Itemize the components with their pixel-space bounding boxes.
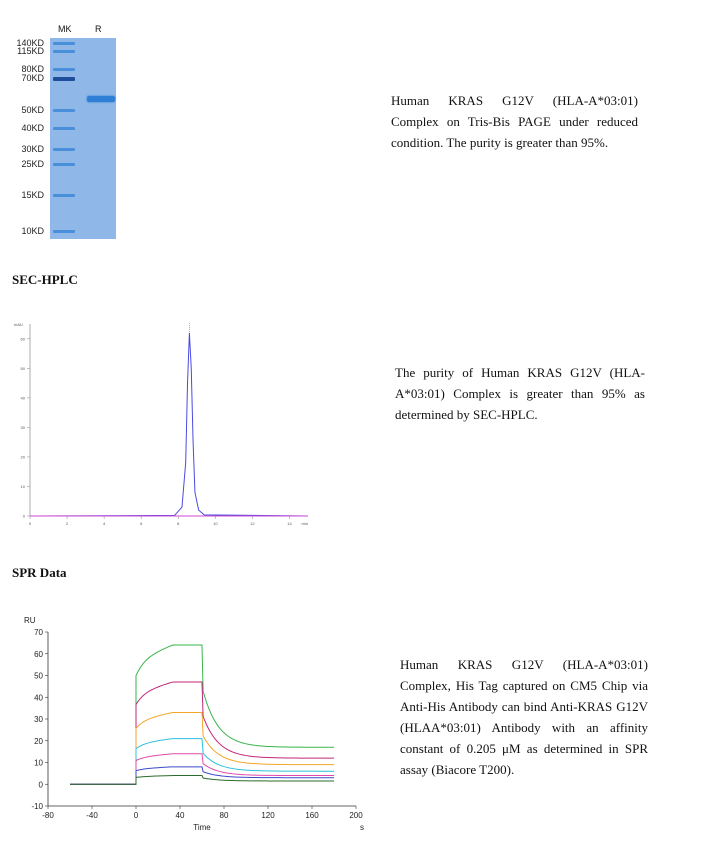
y-tick-label: 0 bbox=[22, 513, 25, 519]
x-tick-label: -80 bbox=[42, 811, 54, 820]
sec-caption: The purity of Human KRAS G12V (HLA-A*03:01) Complex is greater than 95% as determined by SEC-HPLC. bbox=[395, 365, 645, 422]
y-tick-label: 40 bbox=[20, 395, 25, 401]
spr-chart bbox=[14, 610, 374, 842]
lane-label-r: R bbox=[95, 24, 102, 34]
x-tick-label: 14 bbox=[287, 521, 292, 526]
marker-label: 25KD bbox=[21, 159, 44, 169]
x-axis-label: Time bbox=[193, 823, 211, 832]
y-tick-label: 10 bbox=[20, 483, 25, 489]
x-tick-label: 10 bbox=[213, 521, 218, 526]
marker-label: 15KD bbox=[21, 190, 44, 200]
y-tick-label: 30 bbox=[20, 424, 25, 430]
marker-label: 115KD bbox=[17, 46, 44, 56]
x-tick-label: 120 bbox=[261, 811, 275, 820]
marker-band bbox=[53, 163, 75, 166]
marker-label: 70KD bbox=[21, 73, 44, 83]
marker-label: 30KD bbox=[21, 144, 44, 154]
x-tick-label: 8 bbox=[177, 521, 180, 526]
marker-band bbox=[53, 194, 75, 197]
marker-band bbox=[53, 109, 75, 112]
marker-band bbox=[53, 77, 75, 81]
y-tick-label: 20 bbox=[20, 454, 25, 460]
lane-label-mk: MK bbox=[58, 24, 72, 34]
series-c7 bbox=[70, 776, 334, 785]
x-tick-label: 12 bbox=[250, 521, 255, 526]
marker-label: 50KD bbox=[21, 105, 44, 115]
y-tick-label: 0 bbox=[38, 780, 43, 790]
marker-band bbox=[53, 148, 75, 151]
x-tick-label: 4 bbox=[103, 521, 106, 526]
marker-label: 140KD bbox=[16, 38, 44, 48]
gel-figure bbox=[8, 24, 120, 242]
sec-hplc-title: SEC-HPLC bbox=[12, 272, 78, 287]
x-tick-label: 160 bbox=[305, 811, 319, 820]
x-tick-label: 0 bbox=[133, 811, 139, 820]
x-tick-label: 80 bbox=[219, 811, 229, 820]
marker-band bbox=[53, 42, 75, 45]
y-tick-label: -10 bbox=[31, 802, 43, 811]
x-tick-label: 2 bbox=[65, 521, 69, 526]
spr-title: SPR Data bbox=[12, 565, 67, 580]
marker-band bbox=[53, 68, 75, 71]
series-c3 bbox=[70, 712, 334, 784]
x-tick-label: 0 bbox=[28, 521, 32, 526]
product-band bbox=[87, 96, 115, 102]
y-tick-label: 30 bbox=[34, 715, 43, 724]
marker-band bbox=[53, 230, 75, 233]
y-tick-label: 20 bbox=[34, 736, 43, 746]
sec-hplc-chart bbox=[10, 316, 315, 536]
gel-caption: Human KRAS G12V (HLA-A*03:01) Complex on Tris-Bis PAGE under reduced condition. The purity is greater than 95%. bbox=[391, 93, 638, 150]
marker-label: 10KD bbox=[21, 226, 44, 236]
series-chromatogram bbox=[30, 333, 308, 516]
y-tick-label: 10 bbox=[34, 758, 43, 768]
marker-label: 80KD bbox=[21, 64, 44, 74]
x-axis-label: min bbox=[301, 521, 308, 526]
y-tick-label: 70 bbox=[34, 628, 43, 637]
y-tick-label: 60 bbox=[20, 336, 25, 342]
x-tick-label: -40 bbox=[86, 811, 98, 820]
y-tick-label: 60 bbox=[34, 649, 43, 659]
y-axis-label: mAU bbox=[14, 322, 23, 327]
spr-caption: Human KRAS G12V (HLA-A*03:01) Complex, His Tag captured on CM5 Chip via Anti-His Antibody can bind Anti-KRAS G12V (HLAA*03:01) Antibody with an affinity constant of 0.205 μM as determined in SPR assay (Biacore T200). bbox=[400, 657, 648, 777]
x-tick-label: 200 bbox=[349, 811, 363, 820]
marker-label: 40KD bbox=[21, 123, 44, 133]
x-tick-label: 6 bbox=[140, 521, 143, 526]
y-tick-label: 40 bbox=[34, 693, 43, 703]
y-tick-label: 50 bbox=[34, 671, 43, 681]
marker-band bbox=[53, 50, 75, 53]
x-tick-label: 40 bbox=[175, 811, 185, 820]
x-unit-label: s bbox=[360, 823, 364, 832]
y-tick-label: 50 bbox=[20, 365, 25, 371]
marker-band bbox=[53, 127, 75, 130]
y-axis-label: RU bbox=[24, 616, 36, 625]
